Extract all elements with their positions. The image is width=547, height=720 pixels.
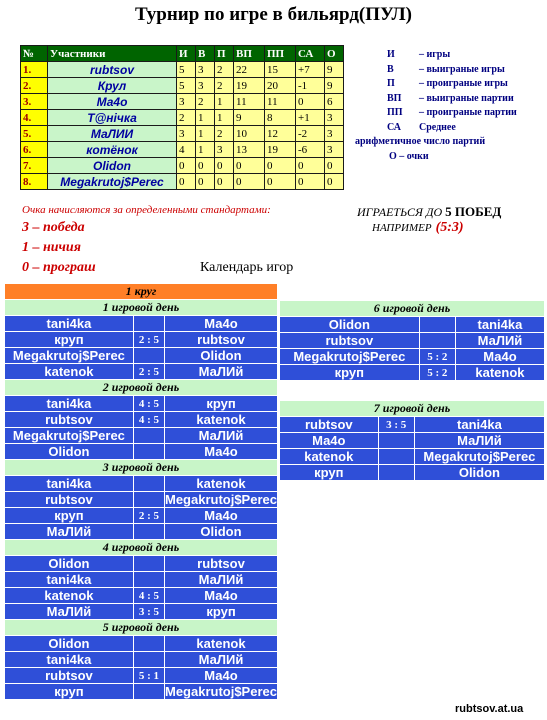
row-o: 3 bbox=[325, 142, 344, 158]
header-lost-frames: ПП bbox=[265, 46, 296, 62]
player-a: круп bbox=[280, 465, 379, 481]
match-score: 4 : 5 bbox=[133, 412, 164, 428]
row-p: 2 bbox=[215, 62, 234, 78]
player-b: МаЛИй bbox=[414, 433, 544, 449]
schedule-right-day7 bbox=[279, 400, 545, 481]
legend-item bbox=[355, 63, 545, 78]
row-vp: 0 bbox=[234, 158, 265, 174]
match-score bbox=[133, 428, 164, 444]
legend-key: ВП bbox=[387, 92, 402, 104]
row-sa: +7 bbox=[296, 62, 325, 78]
row-vp: 13 bbox=[234, 142, 265, 158]
header-losses: П bbox=[215, 46, 234, 62]
match-score bbox=[133, 476, 164, 492]
row-p: 2 bbox=[215, 78, 234, 94]
row-rank: 3. bbox=[21, 94, 48, 110]
legend-key: П bbox=[387, 78, 395, 89]
player-a: katenok bbox=[5, 364, 134, 380]
row-sa: 0 bbox=[296, 158, 325, 174]
player-a: Olidon bbox=[5, 636, 134, 652]
match-score: 3 : 5 bbox=[378, 417, 414, 433]
legend-item bbox=[355, 92, 545, 107]
row-pp: 11 bbox=[265, 94, 296, 110]
row-v: 1 bbox=[196, 142, 215, 158]
row-i: 5 bbox=[177, 78, 196, 94]
match-row bbox=[5, 668, 278, 684]
match-score bbox=[378, 465, 414, 481]
legend-key: ПП bbox=[387, 107, 403, 118]
match-row bbox=[280, 449, 545, 465]
match-score bbox=[419, 333, 455, 349]
example-value: (5:3) bbox=[435, 220, 464, 235]
header-participants: Участники bbox=[48, 46, 177, 62]
player-a: tani4ka bbox=[5, 652, 134, 668]
round-title: 1 круг bbox=[5, 284, 278, 300]
row-participant: котёнок bbox=[48, 142, 177, 158]
legend-text: – выиграные игры bbox=[419, 63, 505, 75]
row-participant: Olidon bbox=[48, 158, 177, 174]
row-v: 0 bbox=[196, 174, 215, 190]
standings-row bbox=[21, 62, 344, 78]
match-score bbox=[133, 492, 164, 508]
row-p: 1 bbox=[215, 94, 234, 110]
player-a: tani4ka bbox=[5, 396, 134, 412]
match-row bbox=[5, 444, 278, 460]
row-vp: 10 bbox=[234, 126, 265, 142]
day-title: 4 игровой день bbox=[5, 540, 278, 556]
player-a: rubtsov bbox=[280, 417, 379, 433]
legend-item bbox=[355, 77, 545, 92]
player-a: rubtsov bbox=[5, 412, 134, 428]
day-header-row bbox=[280, 301, 545, 317]
player-a: Megakrutoj$Perec bbox=[5, 428, 134, 444]
player-b: Megakrutoj$Perec bbox=[164, 492, 277, 507]
day-header-row bbox=[5, 380, 278, 396]
row-i: 0 bbox=[177, 174, 196, 190]
match-score bbox=[133, 316, 164, 332]
match-score bbox=[133, 524, 164, 540]
player-b: Ма4о bbox=[164, 668, 277, 684]
match-row bbox=[5, 396, 278, 412]
row-participant: МаЛИИ bbox=[48, 126, 177, 142]
row-vp: 11 bbox=[234, 94, 265, 110]
row-sa: 0 bbox=[296, 174, 325, 190]
row-v: 3 bbox=[196, 62, 215, 78]
standings-row bbox=[21, 126, 344, 142]
row-participant: Ма4о bbox=[48, 94, 177, 110]
site-watermark: rubtsov.at.ua bbox=[455, 703, 524, 715]
row-participant: rubtsov bbox=[48, 62, 177, 78]
row-v: 0 bbox=[196, 158, 215, 174]
row-i: 5 bbox=[177, 62, 196, 78]
match-row bbox=[5, 636, 278, 652]
player-a: МаЛИй bbox=[5, 604, 134, 620]
player-b: круп bbox=[164, 604, 277, 620]
day-header-row bbox=[5, 540, 278, 556]
player-a: katenok bbox=[5, 588, 134, 604]
row-o: 6 bbox=[325, 94, 344, 110]
match-row bbox=[5, 412, 278, 428]
player-b: Ма4о bbox=[164, 508, 277, 524]
match-score: 4 : 5 bbox=[133, 396, 164, 412]
points-draw: 1 – ничия bbox=[22, 240, 81, 255]
day-title: 3 игровой день bbox=[5, 460, 278, 476]
match-score: 2 : 5 bbox=[133, 508, 164, 524]
row-rank: 8. bbox=[21, 174, 48, 190]
header-games: И bbox=[177, 46, 196, 62]
row-v: 1 bbox=[196, 126, 215, 142]
legend-key: В bbox=[387, 63, 394, 75]
match-score bbox=[133, 444, 164, 460]
row-pp: 20 bbox=[265, 78, 296, 94]
row-o: 9 bbox=[325, 78, 344, 94]
row-o: 3 bbox=[325, 126, 344, 142]
match-row bbox=[5, 508, 278, 524]
page-title: Турнир по игре в бильярд(ПУЛ) bbox=[135, 4, 412, 25]
player-b: Ма4о bbox=[164, 588, 277, 604]
match-score bbox=[133, 652, 164, 668]
match-score: 5 : 2 bbox=[419, 349, 455, 365]
row-vp: 9 bbox=[234, 110, 265, 126]
row-rank: 7. bbox=[21, 158, 48, 174]
match-score bbox=[133, 572, 164, 588]
schedule-right-day6 bbox=[279, 300, 545, 381]
match-score bbox=[378, 433, 414, 449]
player-a: rubtsov bbox=[5, 492, 134, 508]
match-score bbox=[133, 636, 164, 652]
day-title: 5 игровой день bbox=[5, 620, 278, 636]
player-b: rubtsov bbox=[164, 556, 277, 572]
row-o: 9 bbox=[325, 62, 344, 78]
plays-to-text bbox=[357, 204, 501, 220]
row-pp: 12 bbox=[265, 126, 296, 142]
match-row bbox=[5, 652, 278, 668]
player-a: rubtsov bbox=[280, 333, 420, 349]
day-title: 2 игровой день bbox=[5, 380, 278, 396]
player-b: Olidon bbox=[414, 465, 544, 481]
match-row bbox=[5, 524, 278, 540]
standings-row bbox=[21, 142, 344, 158]
row-rank: 5. bbox=[21, 126, 48, 142]
player-b: Megakrutoj$Perec bbox=[414, 449, 544, 465]
match-row bbox=[280, 349, 545, 365]
match-score: 3 : 5 bbox=[133, 604, 164, 620]
player-a: круп bbox=[5, 332, 134, 348]
player-a: Olidon bbox=[5, 444, 134, 460]
match-score bbox=[133, 348, 164, 364]
legend-text: – выиграные партии bbox=[419, 92, 514, 104]
player-b: МаЛИй bbox=[455, 333, 544, 349]
match-row bbox=[5, 588, 278, 604]
plays-to-value: 5 ПОБЕД bbox=[445, 204, 502, 219]
legend-item bbox=[355, 106, 545, 121]
player-b: Ма4о bbox=[164, 316, 277, 332]
row-sa: +1 bbox=[296, 110, 325, 126]
legend-text: – проиграные игры bbox=[419, 78, 508, 89]
scoring-note: Очка начисляются за определенными стандартами: bbox=[22, 204, 271, 216]
row-sa: 0 bbox=[296, 94, 325, 110]
player-a: круп bbox=[5, 508, 134, 524]
points-loss: 0 – програш bbox=[22, 260, 96, 275]
row-v: 3 bbox=[196, 78, 215, 94]
match-row bbox=[5, 604, 278, 620]
row-pp: 0 bbox=[265, 174, 296, 190]
row-i: 0 bbox=[177, 158, 196, 174]
row-rank: 4. bbox=[21, 110, 48, 126]
calendar-title: Календарь игор bbox=[200, 260, 294, 275]
day-title: 1 игровой день bbox=[5, 300, 278, 316]
match-row bbox=[5, 428, 278, 444]
plays-to-prefix: ИГРАЕТЬСЯ ДО bbox=[357, 205, 446, 219]
day-header-row bbox=[5, 620, 278, 636]
match-score: 5 : 1 bbox=[133, 668, 164, 684]
match-row bbox=[5, 476, 278, 492]
match-row bbox=[280, 317, 545, 333]
row-o: 0 bbox=[325, 174, 344, 190]
player-b: katenok bbox=[164, 636, 277, 652]
header-won-frames: ВП bbox=[234, 46, 265, 62]
day-title: 6 игровой день bbox=[280, 301, 545, 317]
player-b: Megakrutoj$Perec bbox=[164, 684, 277, 699]
match-row bbox=[280, 333, 545, 349]
row-pp: 19 bbox=[265, 142, 296, 158]
player-b: Olidon bbox=[164, 348, 277, 364]
row-pp: 15 bbox=[265, 62, 296, 78]
standings-row bbox=[21, 78, 344, 94]
player-b: Ма4о bbox=[164, 444, 277, 460]
player-a: katenok bbox=[280, 449, 379, 465]
row-v: 2 bbox=[196, 94, 215, 110]
player-b: katenok bbox=[164, 476, 277, 492]
header-average: СА bbox=[296, 46, 325, 62]
standings-row bbox=[21, 110, 344, 126]
row-participant: Крул bbox=[48, 78, 177, 94]
legend-key: СА bbox=[387, 121, 401, 133]
match-row bbox=[280, 465, 545, 481]
match-row bbox=[5, 332, 278, 348]
match-score: 2 : 5 bbox=[133, 332, 164, 348]
match-row bbox=[280, 417, 545, 433]
row-sa: -1 bbox=[296, 78, 325, 94]
standings-row bbox=[21, 94, 344, 110]
player-a: круп bbox=[280, 365, 420, 381]
match-row bbox=[5, 316, 278, 332]
player-a: Megakrutoj$Perec bbox=[280, 349, 420, 365]
player-a: tani4ka bbox=[5, 316, 134, 332]
row-o: 3 bbox=[325, 110, 344, 126]
player-a: Megakrutoj$Perec bbox=[5, 348, 134, 364]
standings-table bbox=[20, 45, 344, 190]
match-row bbox=[280, 365, 545, 381]
match-score bbox=[378, 449, 414, 465]
round-header-row bbox=[5, 284, 278, 300]
legend-item bbox=[355, 48, 545, 63]
player-a: круп bbox=[5, 684, 134, 700]
example-prefix: НАПРИМЕР bbox=[372, 222, 432, 234]
day-header-row bbox=[5, 300, 278, 316]
player-b: katenok bbox=[455, 365, 544, 381]
match-score bbox=[419, 317, 455, 333]
row-p: 0 bbox=[215, 158, 234, 174]
day-title: 7 игровой день bbox=[280, 401, 545, 417]
row-vp: 0 bbox=[234, 174, 265, 190]
row-vp: 22 bbox=[234, 62, 265, 78]
player-b: Olidon bbox=[164, 524, 277, 540]
legend-key: И bbox=[387, 49, 395, 60]
legend-text: Среднее bbox=[419, 121, 456, 133]
day-header-row bbox=[280, 401, 545, 417]
header-number: № bbox=[21, 46, 48, 62]
header-points: О bbox=[325, 46, 344, 62]
row-p: 0 bbox=[215, 174, 234, 190]
row-participant: Т@нiчка bbox=[48, 110, 177, 126]
row-pp: 8 bbox=[265, 110, 296, 126]
legend-item bbox=[355, 121, 545, 136]
match-row bbox=[5, 492, 278, 508]
example-text bbox=[372, 220, 464, 236]
player-a: rubtsov bbox=[5, 668, 134, 684]
standings-row bbox=[21, 158, 344, 174]
match-score: 5 : 2 bbox=[419, 365, 455, 381]
player-a: Ма4о bbox=[280, 433, 379, 449]
match-row bbox=[5, 556, 278, 572]
player-b: МаЛИй bbox=[164, 428, 277, 444]
row-sa: -6 bbox=[296, 142, 325, 158]
header-wins: В bbox=[196, 46, 215, 62]
player-a: МаЛИй bbox=[5, 524, 134, 540]
row-i: 2 bbox=[177, 110, 196, 126]
standings-header-row bbox=[21, 46, 344, 62]
row-vp: 19 bbox=[234, 78, 265, 94]
match-row bbox=[5, 348, 278, 364]
player-b: МаЛИй bbox=[164, 652, 277, 668]
legend-average-note: арифметичное число партий bbox=[355, 136, 486, 147]
player-a: tani4ka bbox=[5, 476, 134, 492]
match-row bbox=[5, 684, 278, 700]
row-p: 1 bbox=[215, 110, 234, 126]
day-header-row bbox=[5, 460, 278, 476]
match-score: 4 : 5 bbox=[133, 588, 164, 604]
row-rank: 6. bbox=[21, 142, 48, 158]
schedule-left bbox=[4, 283, 278, 700]
player-a: Olidon bbox=[5, 556, 134, 572]
player-b: katenok bbox=[164, 412, 277, 428]
row-rank: 1. bbox=[21, 62, 48, 78]
row-o: 0 bbox=[325, 158, 344, 174]
match-score bbox=[133, 684, 164, 700]
row-rank: 2. bbox=[21, 78, 48, 94]
player-a: Olidon bbox=[280, 317, 420, 333]
points-win: 3 – победа bbox=[22, 220, 85, 235]
row-sa: -2 bbox=[296, 126, 325, 142]
row-p: 2 bbox=[215, 126, 234, 142]
match-score bbox=[133, 556, 164, 572]
match-row bbox=[5, 572, 278, 588]
player-b: tani4ka bbox=[455, 317, 544, 333]
match-row bbox=[5, 364, 278, 380]
legend bbox=[355, 48, 545, 164]
row-i: 3 bbox=[177, 126, 196, 142]
legend-points: О – очки bbox=[389, 150, 429, 162]
match-row bbox=[280, 433, 545, 449]
row-v: 1 bbox=[196, 110, 215, 126]
player-b: Ма4о bbox=[455, 349, 544, 365]
legend-text: – проиграные партии bbox=[419, 107, 517, 118]
row-participant: Megakrutoj$Perec bbox=[48, 174, 177, 190]
match-score: 2 : 5 bbox=[133, 364, 164, 380]
player-b: МаЛИй bbox=[164, 364, 277, 380]
row-pp: 0 bbox=[265, 158, 296, 174]
player-b: МаЛИй bbox=[164, 572, 277, 588]
row-p: 3 bbox=[215, 142, 234, 158]
legend-text: – игры bbox=[419, 49, 451, 60]
player-b: rubtsov bbox=[164, 332, 277, 348]
player-b: круп bbox=[164, 396, 277, 412]
row-i: 4 bbox=[177, 142, 196, 158]
player-b: tani4ka bbox=[414, 417, 544, 433]
standings-row bbox=[21, 174, 344, 190]
row-i: 3 bbox=[177, 94, 196, 110]
player-a: tani4ka bbox=[5, 572, 134, 588]
